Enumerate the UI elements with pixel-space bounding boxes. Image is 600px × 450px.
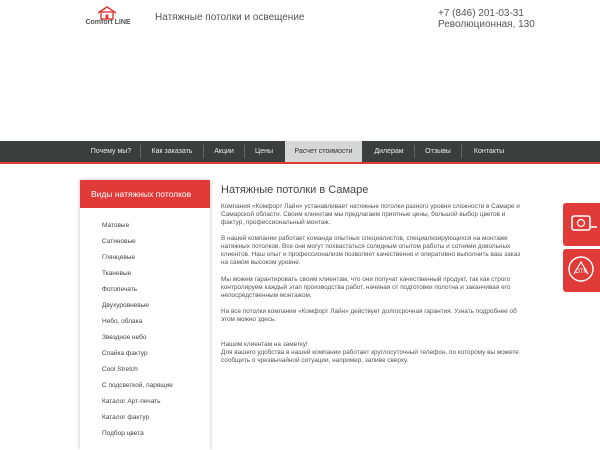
nav-item-prices[interactable]: Цены	[255, 148, 273, 155]
nav-item-reviews[interactable]: Отзывы	[425, 148, 451, 155]
content-paragraph: В нашей компании работает команда опытных специалистов, специализирующихся на монтаже натяжных потолков. Все они могут похвастаться солидным опытом работы и сотнями довольных клиентов. Наш опыт и профессионализм позволяет качественно и оперативно выполнить ваш заказ на самом высоком уровне.	[221, 235, 521, 266]
badge-label: ОТК	[575, 269, 587, 275]
content-paragraph: На все потолки компании «Комфорт Лайн» действует долгосрочная гарантия. Узнать подробнее об этом можно здесь.	[221, 308, 517, 323]
tape-measure-icon	[563, 203, 600, 246]
house-icon	[96, 6, 118, 20]
nav-item-contacts[interactable]: Контакты	[473, 148, 505, 155]
page-title: Натяжные потолки в Самаре	[221, 184, 369, 196]
sidebar-item-fabric[interactable]: Тканевые	[102, 270, 132, 277]
sidebar-item-backlit-floating[interactable]: С подсветкой, парящие	[102, 382, 173, 389]
site-tagline: Натяжные потолки и освещение	[155, 12, 305, 23]
measure-widget[interactable]	[563, 203, 600, 246]
logo-text: Comfort LINE	[85, 19, 131, 26]
nav-item-how-to-order[interactable]: Как заказать	[151, 148, 193, 155]
sidebar-item-two-level[interactable]: Двухуровневые	[102, 302, 150, 309]
sidebar-item-texture-joint[interactable]: Спайка фактур	[102, 350, 148, 357]
address: Революционная, 130	[438, 19, 535, 30]
sidebar-item-texture-catalog[interactable]: Каталог фактур	[102, 414, 150, 421]
content-paragraph: Мы можем гарантировать своим клиентам, что они получат качественный продукт, так как строго контролируем каждый этап производства работ, начиная от подготовки полотна и заканчивая его непосредственным монтажом.	[221, 276, 511, 299]
phone-number[interactable]: +7 (846) 201-03-31	[438, 8, 524, 19]
nav-item-why-us[interactable]: Почему мы?	[90, 148, 132, 155]
main-nav	[0, 141, 600, 164]
sidebar-item-cool-stretch[interactable]: Cool Stretch	[102, 366, 138, 373]
nav-item-promotions[interactable]: Акции	[214, 148, 234, 155]
sidebar	[80, 180, 210, 450]
sidebar-item-satin[interactable]: Сатиновые	[102, 238, 136, 245]
sidebar-title: Виды натяжных потолков	[80, 180, 210, 208]
sidebar-item-color-selection[interactable]: Подбор цвета	[102, 430, 144, 437]
content-note: Нашим клиентам на заметку! Для вашего удобства в нашей компании работает круглосуточный телефон, по которому вы можете сообщить о чрезвычайной ситуации, например, заливе сверху.	[221, 341, 519, 364]
sidebar-item-art-print-catalog[interactable]: Каталог Арт-печать	[102, 398, 161, 405]
sidebar-item-sky-clouds[interactable]: Небо, облака	[102, 318, 143, 325]
sidebar-item-starry-sky[interactable]: Звездное небо	[102, 334, 147, 341]
quality-badge-icon	[563, 249, 600, 292]
sidebar-item-matte[interactable]: Матовые	[102, 222, 130, 229]
sidebar-item-glossy[interactable]: Глянцевые	[102, 254, 136, 261]
quality-control-widget[interactable]	[563, 249, 600, 292]
nav-item-dealers[interactable]: Дилерам	[374, 148, 404, 155]
content-paragraph: Компания «Комфорт Лайн» устанавливает натяжные потолки разного уровня сложности в Самаре и Самарской области. Своим клиентам мы предлагаем приятные цены, большой выбор цветов и фактур, профессиональный монтаж.	[221, 203, 520, 226]
nav-item-cost-calculation[interactable]: Расчет стоимости	[285, 141, 362, 162]
sidebar-item-photo-print[interactable]: Фотопечать	[102, 286, 138, 293]
